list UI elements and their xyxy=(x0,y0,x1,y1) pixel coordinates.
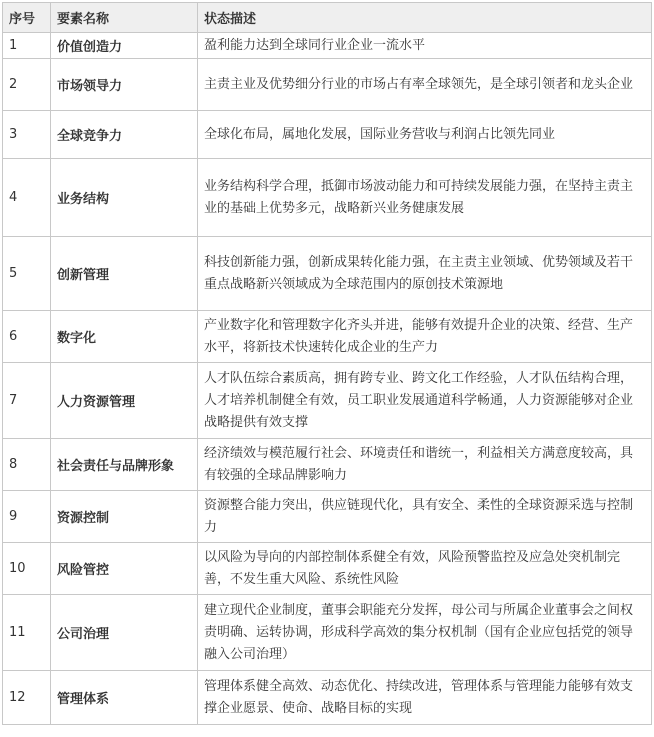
row-name: 管理体系 xyxy=(51,671,198,725)
row-index: 2 xyxy=(3,59,51,111)
header-description: 状态描述 xyxy=(198,3,652,33)
row-name: 价值创造力 xyxy=(51,33,198,59)
table-row xyxy=(3,363,652,439)
header-name: 要素名称 xyxy=(51,3,198,33)
row-index: 9 xyxy=(3,491,51,543)
table-row xyxy=(3,311,652,363)
row-index: 5 xyxy=(3,237,51,311)
row-name: 创新管理 xyxy=(51,237,198,311)
row-index: 1 xyxy=(3,33,51,59)
table-row xyxy=(3,237,652,311)
table-row xyxy=(3,671,652,725)
row-description: 建立现代企业制度，董事会职能充分发挥，母公司与所属企业董事会之间权责明确、运转协调，形成科学高效的集分权机制（国有企业应包括党的领导融入公司治理） xyxy=(198,595,652,671)
table-row xyxy=(3,543,652,595)
table-row xyxy=(3,595,652,671)
row-description: 业务结构科学合理，抵御市场波动能力和可持续发展能力强，在坚持主责主业的基础上优势多元，战略新兴业务健康发展 xyxy=(198,159,652,237)
row-description: 科技创新能力强，创新成果转化能力强，在主责主业领域、优势领域及若干重点战略新兴领域成为全球范围内的原创技术策源地 xyxy=(198,237,652,311)
table-row xyxy=(3,111,652,159)
row-description: 人才队伍综合素质高，拥有跨专业、跨文化工作经验，人才队伍结构合理，人才培养机制健全有效，员工职业发展通道科学畅通，人力资源能够对企业战略提供有效支撑 xyxy=(198,363,652,439)
table-row xyxy=(3,159,652,237)
row-description: 产业数字化和管理数字化齐头并进，能够有效提升企业的决策、经营、生产水平，将新技术快速转化成企业的生产力 xyxy=(198,311,652,363)
row-description: 主责主业及优势细分行业的市场占有率全球领先，是全球引领者和龙头企业 xyxy=(198,59,652,111)
row-description: 资源整合能力突出，供应链现代化，具有安全、柔性的全球资源采选与控制力 xyxy=(198,491,652,543)
row-description: 盈利能力达到全球同行业企业一流水平 xyxy=(198,33,652,59)
row-name: 数字化 xyxy=(51,311,198,363)
row-index: 6 xyxy=(3,311,51,363)
row-name: 社会责任与品牌形象 xyxy=(51,439,198,491)
row-name: 资源控制 xyxy=(51,491,198,543)
header-index: 序号 xyxy=(3,3,51,33)
table-row xyxy=(3,33,652,59)
row-index: 7 xyxy=(3,363,51,439)
row-index: 8 xyxy=(3,439,51,491)
row-index: 11 xyxy=(3,595,51,671)
table-row xyxy=(3,491,652,543)
row-description: 经济绩效与模范履行社会、环境责任和谐统一，利益相关方满意度较高，具有较强的全球品牌影响力 xyxy=(198,439,652,491)
row-name: 全球竞争力 xyxy=(51,111,198,159)
row-index: 3 xyxy=(3,111,51,159)
row-description: 全球化布局，属地化发展，国际业务营收与利润占比领先同业 xyxy=(198,111,652,159)
row-index: 4 xyxy=(3,159,51,237)
row-name: 业务结构 xyxy=(51,159,198,237)
row-index: 12 xyxy=(3,671,51,725)
row-name: 公司治理 xyxy=(51,595,198,671)
row-name: 人力资源管理 xyxy=(51,363,198,439)
row-description: 管理体系健全高效、动态优化、持续改进，管理体系与管理能力能够有效支撑企业愿景、使命、战略目标的实现 xyxy=(198,671,652,725)
row-index: 10 xyxy=(3,543,51,595)
table-row xyxy=(3,439,652,491)
row-description: 以风险为导向的内部控制体系健全有效，风险预警监控及应急处突机制完善，不发生重大风险、系统性风险 xyxy=(198,543,652,595)
row-name: 风险管控 xyxy=(51,543,198,595)
row-name: 市场领导力 xyxy=(51,59,198,111)
header-row xyxy=(3,3,652,33)
table-row xyxy=(3,59,652,111)
elements-table xyxy=(2,2,652,725)
